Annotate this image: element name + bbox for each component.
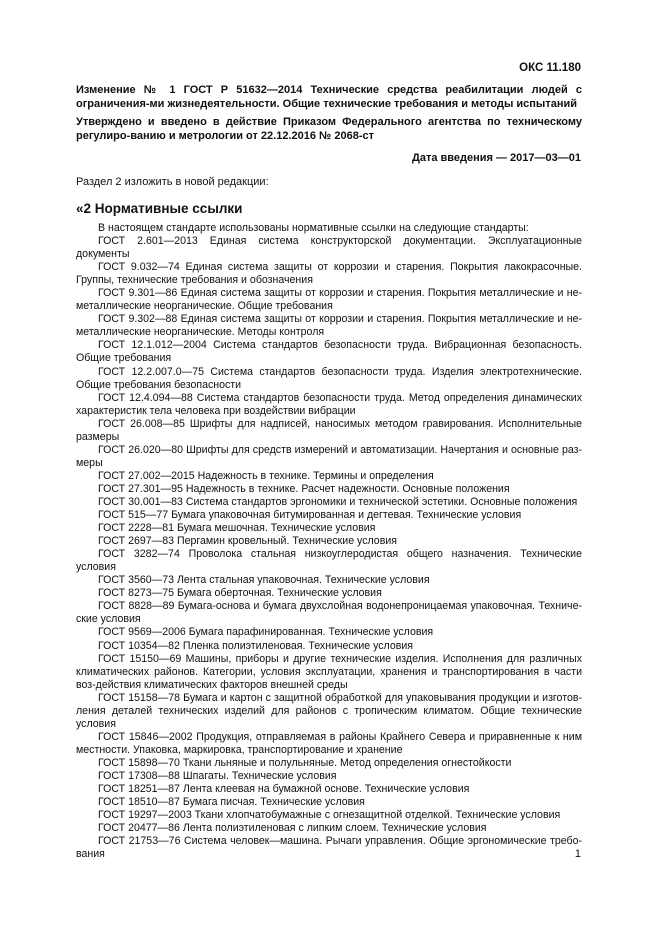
reference-item: ГОСТ 515—77 Бумага упаковочная битумированная и дегтевая. Технические условия [98, 509, 522, 522]
reference-item: ГОСТ 8828—89 Бумага-основа и бумага двухслойная водонепроницаемая упаковочная. Техниче-ские условия [76, 600, 582, 626]
reference-item: ГОСТ 12.4.094—88 Система стандартов безопасности труда. Метод определения динамических характеристик тела человека при воздействии вибрации [76, 391, 582, 417]
effective-date: Дата введения — 2017—03—01 [412, 152, 581, 164]
reference-item: ГОСТ 12.2.007.0—75 Система стандартов безопасности труда. Изделия электротехнические. Общие требования безопасности [76, 365, 582, 391]
reference-item: ГОСТ 19297—2003 Ткани хлопчатобумажные с огнезащитной отделкой. Технические условия [98, 809, 561, 822]
reference-item: ГОСТ 27.002—2015 Надежность в технике. Термины и определения [98, 469, 434, 482]
normative-references [76, 222, 582, 861]
section-title: «2 Нормативные ссылки [76, 201, 243, 216]
reference-item: ГОСТ 12.1.012—2004 Система стандартов безопасности труда. Вибрационная безопасность. Общие требования [76, 339, 582, 365]
reference-item: ГОСТ 8273—75 Бумага оберточная. Технические условия [98, 587, 382, 600]
reference-item: ГОСТ 18251—87 Лента клеевая на бумажной основе. Технические условия [98, 783, 470, 796]
amendment-title: Изменение № 1 ГОСТ Р 51632—2014 Технические средства реабилитации людей с ограничения-ми жизнедеятельности. Общие технические требования и методы испытаний [76, 84, 582, 110]
reference-item: ГОСТ 10354—82 Пленка полиэтиленовая. Технические условия [98, 639, 414, 652]
reference-item: ГОСТ 26.008—85 Шрифты для надписей, наносимых методом гравирования. Исполнительные размеры [76, 417, 582, 443]
reference-item: ГОСТ 26.020—80 Шрифты для средств измерений и автоматизации. Начертания и основные раз-меры [76, 443, 582, 469]
reference-item: ГОСТ 2.601—2013 Единая система конструкторской документации. Эксплуатационные документы [76, 235, 582, 261]
section-instruction: Раздел 2 изложить в новой редакции: [76, 176, 269, 188]
reference-item: ГОСТ 2697—83 Пергамин кровельный. Технические условия [98, 535, 397, 548]
reference-item: ГОСТ 15898—70 Ткани льняные и полульняные. Метод определения огнестойкости [98, 756, 512, 769]
approval-statement: Утверждено и введено в действие Приказом Федерального агентства по техническому регулиро-ванию и метрологии от 22.12.2016 № 2068-ст [76, 116, 582, 142]
reference-intro: В настоящем стандарте использованы нормативные ссылки на следующие стандарты: [98, 222, 529, 234]
reference-item: ГОСТ 9569—2006 Бумага парафинированная. Технические условия [98, 626, 434, 639]
reference-item: ГОСТ 9.301—86 Единая система защиты от коррозии и старения. Покрытия металлические и не-металлические неорганические. Общие требования [76, 287, 582, 313]
reference-item: ГОСТ 15150—69 Машины, приборы и другие технические изделия. Исполнения для различных климатических районов. Категории, условия эксплуатации, хранения и транспортирования в части воз-действия климатических факторов внешней среды [76, 652, 582, 691]
reference-item: ГОСТ 15846—2002 Продукция, отправляемая в районы Крайнего Севера и приравненные к ним местности. Упаковка, маркировка, транспортирование и хранение [76, 730, 582, 756]
reference-item: ГОСТ 20477—86 Лента полиэтиленовая с липким слоем. Технические условия [98, 822, 487, 835]
reference-item: ГОСТ 2228—81 Бумага мешочная. Технические условия [98, 522, 376, 535]
reference-item: ГОСТ 9.302—88 Единая система защиты от коррозии и старения. Покрытия металлические и не-металлические неорганические. Методы контроля [76, 313, 582, 339]
reference-item: ГОСТ 9.032—74 Единая система защиты от коррозии и старения. Покрытия лакокрасочные. Группы, технические требования и обозначения [76, 261, 582, 287]
reference-item: ГОСТ 3282—74 Проволока стальная низкоуглеродистая общего назначения. Технические условия [76, 548, 582, 574]
reference-item: ГОСТ 3560—73 Лента стальная упаковочная. Технические условия [98, 574, 430, 587]
page-number: 1 [574, 848, 581, 860]
reference-item: ГОСТ 30.001—83 Система стандартов эргономики и технической эстетики. Основные положения [98, 495, 578, 508]
reference-item: ГОСТ 27.301—95 Надежность в технике. Расчет надежности. Основные положения [98, 482, 510, 495]
reference-item: ГОСТ 17308—88 Шпагаты. Технические условия [98, 769, 337, 782]
reference-item: ГОСТ 15158—78 Бумага и картон с защитной обработкой для упаковывания продукции и изготов-ления деталей технических изделий для районов с тропическим климатом. Общие технические условия [76, 691, 582, 730]
reference-item: ГОСТ 18510—87 Бумага писчая. Технические условия [98, 796, 365, 809]
reference-item: ГОСТ 21753—76 Система человек—машина. Рычаги управления. Общие эргономические требо-вания [76, 835, 582, 861]
classification-code: ОКС 11.180 [519, 62, 581, 74]
